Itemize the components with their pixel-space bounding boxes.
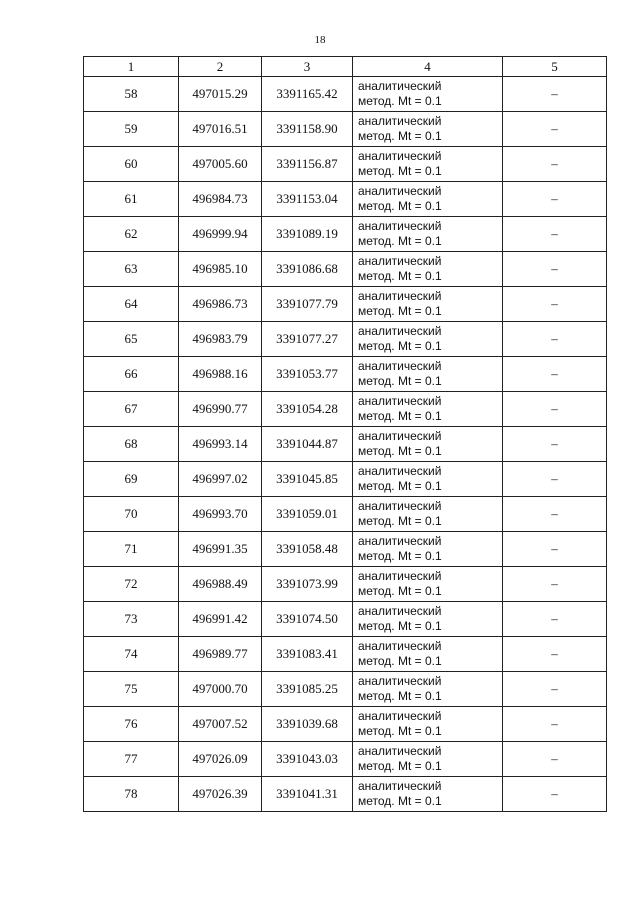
point-number-cell: 72 (84, 567, 179, 602)
column-header-3: 3 (262, 57, 353, 77)
y-coordinate-cell: 3391089.19 (262, 217, 353, 252)
point-number-cell: 61 (84, 182, 179, 217)
x-coordinate-cell: 497026.09 (179, 742, 262, 777)
method-line-1: аналитический (358, 254, 442, 268)
point-number-cell: 73 (84, 602, 179, 637)
column-header-2: 2 (179, 57, 262, 77)
method-line-1: аналитический (358, 184, 442, 198)
method-line-2: метод. Mt = 0.1 (358, 584, 442, 598)
x-coordinate-cell: 496999.94 (179, 217, 262, 252)
y-coordinate-cell: 3391041.31 (262, 777, 353, 812)
table-row (84, 742, 607, 777)
table-row (84, 112, 607, 147)
table-row (84, 427, 607, 462)
x-coordinate-cell: 497015.29 (179, 77, 262, 112)
note-cell: – (503, 707, 607, 742)
table-body (84, 77, 607, 812)
method-line-2: метод. Mt = 0.1 (358, 619, 442, 633)
x-coordinate-cell: 496985.10 (179, 252, 262, 287)
method-cell (353, 777, 503, 812)
y-coordinate-cell: 3391156.87 (262, 147, 353, 182)
page-number: 18 (314, 34, 326, 46)
method-line-1: аналитический (358, 709, 442, 723)
note-cell: – (503, 322, 607, 357)
y-coordinate-cell: 3391054.28 (262, 392, 353, 427)
note-cell: – (503, 77, 607, 112)
method-cell (353, 112, 503, 147)
table-row (84, 322, 607, 357)
y-coordinate-cell: 3391077.79 (262, 287, 353, 322)
table-row (84, 357, 607, 392)
point-number-cell: 60 (84, 147, 179, 182)
method-line-1: аналитический (358, 534, 442, 548)
method-line-2: метод. Mt = 0.1 (358, 199, 442, 213)
method-line-2: метод. Mt = 0.1 (358, 479, 442, 493)
note-cell: – (503, 217, 607, 252)
y-coordinate-cell: 3391043.03 (262, 742, 353, 777)
method-line-2: метод. Mt = 0.1 (358, 129, 442, 143)
note-cell: – (503, 427, 607, 462)
y-coordinate-cell: 3391153.04 (262, 182, 353, 217)
method-line-2: метод. Mt = 0.1 (358, 444, 442, 458)
point-number-cell: 65 (84, 322, 179, 357)
y-coordinate-cell: 3391074.50 (262, 602, 353, 637)
method-cell (353, 147, 503, 182)
point-number-cell: 62 (84, 217, 179, 252)
x-coordinate-cell: 496991.35 (179, 532, 262, 567)
method-line-1: аналитический (358, 394, 442, 408)
table-row (84, 777, 607, 812)
table-row (84, 287, 607, 322)
y-coordinate-cell: 3391039.68 (262, 707, 353, 742)
method-line-2: метод. Mt = 0.1 (358, 94, 442, 108)
point-number-cell: 74 (84, 637, 179, 672)
y-coordinate-cell: 3391053.77 (262, 357, 353, 392)
x-coordinate-cell: 496990.77 (179, 392, 262, 427)
note-cell: – (503, 182, 607, 217)
method-cell (353, 182, 503, 217)
note-cell: – (503, 497, 607, 532)
method-line-2: метод. Mt = 0.1 (358, 339, 442, 353)
method-line-2: метод. Mt = 0.1 (358, 164, 442, 178)
table-row (84, 602, 607, 637)
method-cell (353, 392, 503, 427)
note-cell: – (503, 637, 607, 672)
method-line-2: метод. Mt = 0.1 (358, 409, 442, 423)
table-row (84, 672, 607, 707)
column-header-4: 4 (353, 57, 503, 77)
note-cell: – (503, 462, 607, 497)
method-cell (353, 637, 503, 672)
method-cell (353, 567, 503, 602)
method-cell (353, 707, 503, 742)
y-coordinate-cell: 3391045.85 (262, 462, 353, 497)
x-coordinate-cell: 496988.16 (179, 357, 262, 392)
method-line-1: аналитический (358, 289, 442, 303)
point-number-cell: 66 (84, 357, 179, 392)
point-number-cell: 69 (84, 462, 179, 497)
table-row (84, 182, 607, 217)
point-number-cell: 67 (84, 392, 179, 427)
x-coordinate-cell: 497007.52 (179, 707, 262, 742)
x-coordinate-cell: 497026.39 (179, 777, 262, 812)
method-line-1: аналитический (358, 359, 442, 373)
method-line-1: аналитический (358, 674, 442, 688)
method-cell (353, 252, 503, 287)
point-number-cell: 76 (84, 707, 179, 742)
method-cell (353, 602, 503, 637)
note-cell: – (503, 672, 607, 707)
coordinates-table (83, 56, 607, 812)
method-line-1: аналитический (358, 149, 442, 163)
point-number-cell: 70 (84, 497, 179, 532)
method-line-1: аналитический (358, 569, 442, 583)
x-coordinate-cell: 496986.73 (179, 287, 262, 322)
method-line-2: метод. Mt = 0.1 (358, 304, 442, 318)
x-coordinate-cell: 496989.77 (179, 637, 262, 672)
table-row (84, 252, 607, 287)
method-line-2: метод. Mt = 0.1 (358, 654, 442, 668)
method-cell (353, 672, 503, 707)
column-header-5: 5 (503, 57, 607, 77)
x-coordinate-cell: 496984.73 (179, 182, 262, 217)
point-number-cell: 58 (84, 77, 179, 112)
method-line-1: аналитический (358, 779, 442, 793)
table-row (84, 637, 607, 672)
method-line-2: метод. Mt = 0.1 (358, 234, 442, 248)
method-cell (353, 497, 503, 532)
point-number-cell: 78 (84, 777, 179, 812)
note-cell: – (503, 392, 607, 427)
method-line-2: метод. Mt = 0.1 (358, 759, 442, 773)
y-coordinate-cell: 3391073.99 (262, 567, 353, 602)
note-cell: – (503, 287, 607, 322)
table-row (84, 462, 607, 497)
method-cell (353, 357, 503, 392)
x-coordinate-cell: 496991.42 (179, 602, 262, 637)
note-cell: – (503, 147, 607, 182)
method-line-2: метод. Mt = 0.1 (358, 794, 442, 808)
y-coordinate-cell: 3391083.41 (262, 637, 353, 672)
method-cell (353, 742, 503, 777)
method-cell (353, 462, 503, 497)
note-cell: – (503, 567, 607, 602)
x-coordinate-cell: 496993.70 (179, 497, 262, 532)
method-line-1: аналитический (358, 604, 442, 618)
x-coordinate-cell: 496988.49 (179, 567, 262, 602)
x-coordinate-cell: 497000.70 (179, 672, 262, 707)
method-line-1: аналитический (358, 464, 442, 478)
table-row (84, 707, 607, 742)
note-cell: – (503, 252, 607, 287)
x-coordinate-cell: 497005.60 (179, 147, 262, 182)
y-coordinate-cell: 3391044.87 (262, 427, 353, 462)
note-cell: – (503, 777, 607, 812)
y-coordinate-cell: 3391158.90 (262, 112, 353, 147)
table-row (84, 567, 607, 602)
method-cell (353, 217, 503, 252)
point-number-cell: 68 (84, 427, 179, 462)
y-coordinate-cell: 3391077.27 (262, 322, 353, 357)
x-coordinate-cell: 496983.79 (179, 322, 262, 357)
point-number-cell: 75 (84, 672, 179, 707)
method-line-2: метод. Mt = 0.1 (358, 514, 442, 528)
method-line-2: метод. Mt = 0.1 (358, 374, 442, 388)
method-line-2: метод. Mt = 0.1 (358, 724, 442, 738)
note-cell: – (503, 112, 607, 147)
method-cell (353, 322, 503, 357)
y-coordinate-cell: 3391085.25 (262, 672, 353, 707)
note-cell: – (503, 532, 607, 567)
method-line-1: аналитический (358, 324, 442, 338)
note-cell: – (503, 742, 607, 777)
method-line-2: метод. Mt = 0.1 (358, 549, 442, 563)
method-line-1: аналитический (358, 114, 442, 128)
y-coordinate-cell: 3391086.68 (262, 252, 353, 287)
table-row (84, 532, 607, 567)
table-row (84, 217, 607, 252)
point-number-cell: 64 (84, 287, 179, 322)
table-row (84, 392, 607, 427)
table-row (84, 497, 607, 532)
method-line-1: аналитический (358, 639, 442, 653)
method-cell (353, 532, 503, 567)
table-row (84, 147, 607, 182)
table-row (84, 77, 607, 112)
method-line-1: аналитический (358, 744, 442, 758)
method-cell (353, 77, 503, 112)
point-number-cell: 77 (84, 742, 179, 777)
method-line-2: метод. Mt = 0.1 (358, 269, 442, 283)
note-cell: – (503, 602, 607, 637)
point-number-cell: 59 (84, 112, 179, 147)
x-coordinate-cell: 496997.02 (179, 462, 262, 497)
table-header-row (84, 57, 607, 77)
point-number-cell: 71 (84, 532, 179, 567)
method-line-1: аналитический (358, 219, 442, 233)
note-cell: – (503, 357, 607, 392)
y-coordinate-cell: 3391165.42 (262, 77, 353, 112)
y-coordinate-cell: 3391059.01 (262, 497, 353, 532)
column-header-1: 1 (84, 57, 179, 77)
x-coordinate-cell: 496993.14 (179, 427, 262, 462)
method-line-1: аналитический (358, 499, 442, 513)
y-coordinate-cell: 3391058.48 (262, 532, 353, 567)
method-cell (353, 287, 503, 322)
x-coordinate-cell: 497016.51 (179, 112, 262, 147)
point-number-cell: 63 (84, 252, 179, 287)
method-cell (353, 427, 503, 462)
method-line-1: аналитический (358, 429, 442, 443)
method-line-1: аналитический (358, 79, 442, 93)
method-line-2: метод. Mt = 0.1 (358, 689, 442, 703)
